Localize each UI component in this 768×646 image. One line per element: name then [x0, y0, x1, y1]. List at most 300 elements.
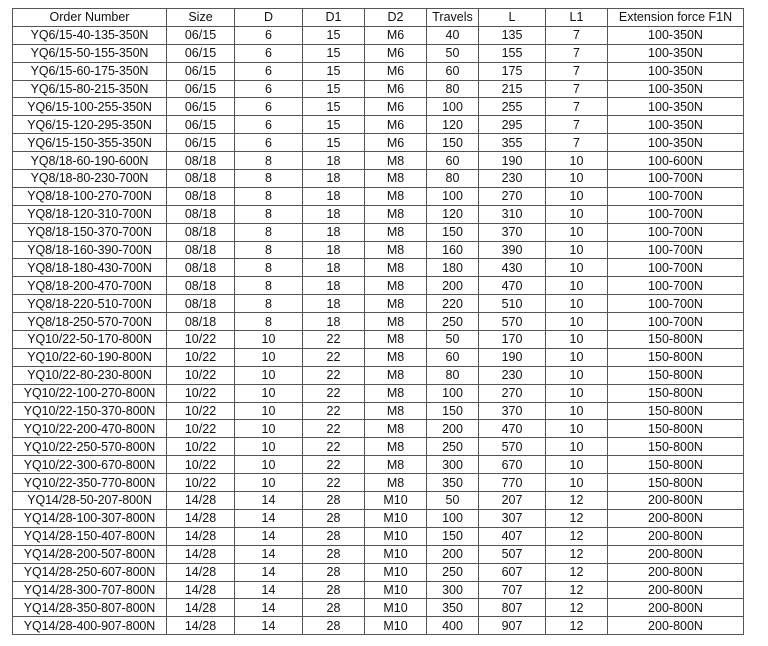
cell-d1: 22	[303, 331, 365, 349]
cell-l: 707	[479, 581, 546, 599]
cell-travels: 250	[427, 563, 479, 581]
cell-l: 270	[479, 187, 546, 205]
cell-order-number: YQ8/18-120-310-700N	[13, 205, 167, 223]
table-row	[13, 170, 744, 188]
table-row	[13, 402, 744, 420]
cell-order-number: YQ10/22-200-470-800N	[13, 420, 167, 438]
cell-order-number: YQ10/22-50-170-800N	[13, 331, 167, 349]
cell-d1: 18	[303, 241, 365, 259]
cell-travels: 350	[427, 599, 479, 617]
cell-d: 6	[235, 44, 303, 62]
cell-l1: 7	[546, 80, 608, 98]
cell-l: 670	[479, 456, 546, 474]
cell-l1: 7	[546, 62, 608, 80]
cell-d: 14	[235, 545, 303, 563]
cell-l: 430	[479, 259, 546, 277]
table-row	[13, 187, 744, 205]
cell-d2: M10	[365, 527, 427, 545]
cell-order-number: YQ6/15-50-155-350N	[13, 44, 167, 62]
table-row	[13, 205, 744, 223]
cell-extension-force: 150-800N	[608, 456, 744, 474]
cell-travels: 150	[427, 527, 479, 545]
cell-l1: 10	[546, 420, 608, 438]
cell-extension-force: 150-800N	[608, 402, 744, 420]
header-row	[13, 9, 744, 27]
table-row	[13, 474, 744, 492]
cell-d: 10	[235, 348, 303, 366]
cell-order-number: YQ14/28-350-807-800N	[13, 599, 167, 617]
cell-order-number: YQ14/28-200-507-800N	[13, 545, 167, 563]
cell-size: 10/22	[167, 456, 235, 474]
cell-size: 08/18	[167, 223, 235, 241]
cell-d2: M6	[365, 44, 427, 62]
cell-travels: 250	[427, 438, 479, 456]
cell-d1: 22	[303, 348, 365, 366]
column-header-order-number: Order Number	[13, 9, 167, 27]
cell-size: 14/28	[167, 545, 235, 563]
cell-d: 8	[235, 295, 303, 313]
cell-l1: 7	[546, 44, 608, 62]
cell-d1: 28	[303, 617, 365, 635]
cell-size: 06/15	[167, 44, 235, 62]
cell-l: 470	[479, 277, 546, 295]
cell-extension-force: 100-700N	[608, 295, 744, 313]
cell-l: 470	[479, 420, 546, 438]
cell-d: 14	[235, 581, 303, 599]
cell-d: 14	[235, 563, 303, 581]
cell-extension-force: 150-800N	[608, 474, 744, 492]
table-row	[13, 366, 744, 384]
cell-d1: 18	[303, 152, 365, 170]
cell-d1: 28	[303, 527, 365, 545]
cell-d: 6	[235, 98, 303, 116]
cell-d2: M8	[365, 384, 427, 402]
cell-extension-force: 100-350N	[608, 116, 744, 134]
cell-l1: 10	[546, 205, 608, 223]
cell-d1: 28	[303, 492, 365, 510]
table-row	[13, 331, 744, 349]
cell-l1: 12	[546, 581, 608, 599]
cell-d1: 18	[303, 259, 365, 277]
cell-extension-force: 100-700N	[608, 241, 744, 259]
cell-d2: M10	[365, 581, 427, 599]
cell-d: 8	[235, 313, 303, 331]
cell-d2: M8	[365, 366, 427, 384]
spec-table	[12, 8, 744, 635]
cell-l: 510	[479, 295, 546, 313]
cell-order-number: YQ6/15-60-175-350N	[13, 62, 167, 80]
cell-extension-force: 100-350N	[608, 62, 744, 80]
cell-l: 407	[479, 527, 546, 545]
cell-size: 06/15	[167, 62, 235, 80]
cell-extension-force: 100-700N	[608, 205, 744, 223]
cell-extension-force: 100-700N	[608, 277, 744, 295]
cell-l: 207	[479, 492, 546, 510]
cell-d1: 28	[303, 509, 365, 527]
cell-d1: 18	[303, 223, 365, 241]
cell-l1: 10	[546, 277, 608, 295]
cell-travels: 100	[427, 509, 479, 527]
cell-l: 215	[479, 80, 546, 98]
cell-l: 770	[479, 474, 546, 492]
table-header	[13, 9, 744, 27]
cell-size: 10/22	[167, 366, 235, 384]
cell-size: 08/18	[167, 152, 235, 170]
column-header-d2: D2	[365, 9, 427, 27]
cell-l1: 10	[546, 456, 608, 474]
cell-order-number: YQ10/22-60-190-800N	[13, 348, 167, 366]
table-body	[13, 26, 744, 634]
cell-d1: 28	[303, 545, 365, 563]
cell-extension-force: 200-800N	[608, 545, 744, 563]
cell-size: 10/22	[167, 438, 235, 456]
cell-l: 190	[479, 348, 546, 366]
table-row	[13, 545, 744, 563]
cell-d: 8	[235, 152, 303, 170]
cell-d1: 28	[303, 563, 365, 581]
cell-d2: M8	[365, 313, 427, 331]
cell-d2: M10	[365, 599, 427, 617]
cell-size: 08/18	[167, 277, 235, 295]
cell-d2: M8	[365, 170, 427, 188]
cell-extension-force: 200-800N	[608, 509, 744, 527]
cell-d2: M8	[365, 152, 427, 170]
cell-d2: M8	[365, 438, 427, 456]
table-row	[13, 98, 744, 116]
cell-travels: 150	[427, 134, 479, 152]
cell-d: 8	[235, 187, 303, 205]
cell-d2: M6	[365, 134, 427, 152]
cell-l: 907	[479, 617, 546, 635]
cell-travels: 150	[427, 402, 479, 420]
cell-order-number: YQ10/22-150-370-800N	[13, 402, 167, 420]
cell-order-number: YQ8/18-100-270-700N	[13, 187, 167, 205]
cell-d1: 18	[303, 277, 365, 295]
cell-size: 14/28	[167, 563, 235, 581]
cell-d1: 15	[303, 116, 365, 134]
cell-travels: 100	[427, 384, 479, 402]
column-header-l: L	[479, 9, 546, 27]
table-row	[13, 152, 744, 170]
cell-size: 10/22	[167, 420, 235, 438]
cell-d2: M10	[365, 545, 427, 563]
table-row	[13, 527, 744, 545]
cell-d1: 22	[303, 420, 365, 438]
cell-d1: 28	[303, 581, 365, 599]
cell-travels: 40	[427, 26, 479, 44]
cell-l: 570	[479, 313, 546, 331]
cell-travels: 60	[427, 62, 479, 80]
cell-l1: 7	[546, 26, 608, 44]
cell-extension-force: 100-700N	[608, 259, 744, 277]
cell-d: 6	[235, 26, 303, 44]
cell-size: 14/28	[167, 617, 235, 635]
table-row	[13, 116, 744, 134]
cell-size: 10/22	[167, 331, 235, 349]
cell-l: 255	[479, 98, 546, 116]
cell-size: 08/18	[167, 313, 235, 331]
cell-d: 8	[235, 277, 303, 295]
cell-d1: 15	[303, 134, 365, 152]
cell-d: 10	[235, 420, 303, 438]
cell-travels: 60	[427, 152, 479, 170]
cell-d1: 22	[303, 456, 365, 474]
cell-travels: 220	[427, 295, 479, 313]
cell-order-number: YQ10/22-300-670-800N	[13, 456, 167, 474]
cell-d2: M8	[365, 277, 427, 295]
cell-d1: 15	[303, 80, 365, 98]
cell-d2: M10	[365, 563, 427, 581]
cell-l: 570	[479, 438, 546, 456]
cell-extension-force: 100-350N	[608, 44, 744, 62]
cell-order-number: YQ14/28-400-907-800N	[13, 617, 167, 635]
cell-d: 14	[235, 617, 303, 635]
cell-order-number: YQ8/18-180-430-700N	[13, 259, 167, 277]
cell-d: 10	[235, 331, 303, 349]
cell-size: 08/18	[167, 205, 235, 223]
cell-size: 08/18	[167, 241, 235, 259]
cell-extension-force: 150-800N	[608, 331, 744, 349]
cell-order-number: YQ8/18-160-390-700N	[13, 241, 167, 259]
cell-l1: 7	[546, 116, 608, 134]
cell-l1: 10	[546, 384, 608, 402]
cell-l: 270	[479, 384, 546, 402]
cell-extension-force: 100-700N	[608, 223, 744, 241]
cell-size: 14/28	[167, 527, 235, 545]
cell-l1: 12	[546, 509, 608, 527]
cell-d2: M8	[365, 474, 427, 492]
table-row	[13, 563, 744, 581]
cell-l1: 10	[546, 187, 608, 205]
cell-d: 8	[235, 259, 303, 277]
cell-l1: 10	[546, 313, 608, 331]
cell-order-number: YQ8/18-80-230-700N	[13, 170, 167, 188]
cell-travels: 200	[427, 420, 479, 438]
cell-d: 6	[235, 116, 303, 134]
column-header-d: D	[235, 9, 303, 27]
cell-travels: 200	[427, 277, 479, 295]
cell-order-number: YQ10/22-80-230-800N	[13, 366, 167, 384]
cell-travels: 80	[427, 366, 479, 384]
cell-l: 170	[479, 331, 546, 349]
cell-extension-force: 100-700N	[608, 313, 744, 331]
cell-order-number: YQ6/15-150-355-350N	[13, 134, 167, 152]
cell-order-number: YQ8/18-150-370-700N	[13, 223, 167, 241]
cell-d2: M8	[365, 205, 427, 223]
cell-d: 6	[235, 134, 303, 152]
cell-d: 10	[235, 456, 303, 474]
table-row	[13, 44, 744, 62]
cell-d1: 18	[303, 205, 365, 223]
cell-d1: 18	[303, 170, 365, 188]
cell-extension-force: 100-700N	[608, 170, 744, 188]
cell-travels: 60	[427, 348, 479, 366]
cell-d1: 15	[303, 62, 365, 80]
cell-travels: 80	[427, 80, 479, 98]
cell-extension-force: 150-800N	[608, 384, 744, 402]
cell-order-number: YQ10/22-250-570-800N	[13, 438, 167, 456]
cell-d2: M6	[365, 98, 427, 116]
cell-size: 06/15	[167, 116, 235, 134]
cell-extension-force: 100-600N	[608, 152, 744, 170]
cell-d2: M8	[365, 456, 427, 474]
cell-travels: 300	[427, 581, 479, 599]
cell-order-number: YQ8/18-250-570-700N	[13, 313, 167, 331]
cell-order-number: YQ6/15-80-215-350N	[13, 80, 167, 98]
cell-size: 08/18	[167, 259, 235, 277]
column-header-travels: Travels	[427, 9, 479, 27]
cell-extension-force: 200-800N	[608, 617, 744, 635]
cell-order-number: YQ14/28-300-707-800N	[13, 581, 167, 599]
cell-d: 14	[235, 527, 303, 545]
cell-d1: 22	[303, 474, 365, 492]
cell-d: 10	[235, 474, 303, 492]
table-row	[13, 348, 744, 366]
cell-order-number: YQ6/15-120-295-350N	[13, 116, 167, 134]
cell-d1: 28	[303, 599, 365, 617]
cell-travels: 300	[427, 456, 479, 474]
cell-size: 10/22	[167, 348, 235, 366]
cell-travels: 200	[427, 545, 479, 563]
cell-size: 08/18	[167, 170, 235, 188]
table-row	[13, 223, 744, 241]
cell-l: 310	[479, 205, 546, 223]
cell-size: 06/15	[167, 98, 235, 116]
column-header-l1: L1	[546, 9, 608, 27]
cell-extension-force: 100-350N	[608, 98, 744, 116]
cell-order-number: YQ6/15-40-135-350N	[13, 26, 167, 44]
cell-travels: 400	[427, 617, 479, 635]
cell-d: 6	[235, 80, 303, 98]
table-row	[13, 617, 744, 635]
cell-extension-force: 100-350N	[608, 80, 744, 98]
cell-d2: M8	[365, 187, 427, 205]
table-row	[13, 509, 744, 527]
cell-d: 10	[235, 384, 303, 402]
cell-d: 14	[235, 492, 303, 510]
cell-d2: M10	[365, 492, 427, 510]
cell-order-number: YQ14/28-100-307-800N	[13, 509, 167, 527]
cell-l: 807	[479, 599, 546, 617]
cell-order-number: YQ10/22-100-270-800N	[13, 384, 167, 402]
table-row	[13, 277, 744, 295]
cell-l: 307	[479, 509, 546, 527]
cell-size: 14/28	[167, 492, 235, 510]
cell-d: 10	[235, 402, 303, 420]
cell-d2: M6	[365, 62, 427, 80]
cell-d1: 15	[303, 98, 365, 116]
cell-l1: 10	[546, 152, 608, 170]
table-row	[13, 420, 744, 438]
cell-l: 135	[479, 26, 546, 44]
cell-size: 10/22	[167, 474, 235, 492]
cell-d: 10	[235, 366, 303, 384]
table-row	[13, 259, 744, 277]
table-row	[13, 241, 744, 259]
cell-l1: 12	[546, 617, 608, 635]
cell-extension-force: 100-350N	[608, 134, 744, 152]
cell-d: 8	[235, 241, 303, 259]
table-row	[13, 384, 744, 402]
cell-order-number: YQ8/18-60-190-600N	[13, 152, 167, 170]
table-row	[13, 80, 744, 98]
cell-l1: 10	[546, 259, 608, 277]
cell-d1: 18	[303, 295, 365, 313]
cell-l: 370	[479, 223, 546, 241]
cell-travels: 50	[427, 331, 479, 349]
cell-d2: M8	[365, 241, 427, 259]
cell-l1: 10	[546, 241, 608, 259]
cell-travels: 100	[427, 98, 479, 116]
cell-l1: 10	[546, 438, 608, 456]
cell-d1: 18	[303, 313, 365, 331]
cell-d2: M8	[365, 348, 427, 366]
cell-order-number: YQ8/18-200-470-700N	[13, 277, 167, 295]
column-header-extension-force: Extension force F1N	[608, 9, 744, 27]
cell-l: 230	[479, 170, 546, 188]
cell-extension-force: 100-700N	[608, 187, 744, 205]
cell-order-number: YQ10/22-350-770-800N	[13, 474, 167, 492]
cell-extension-force: 150-800N	[608, 366, 744, 384]
cell-extension-force: 150-800N	[608, 348, 744, 366]
cell-l: 390	[479, 241, 546, 259]
cell-d2: M6	[365, 116, 427, 134]
table-row	[13, 438, 744, 456]
cell-l1: 12	[546, 545, 608, 563]
cell-extension-force: 200-800N	[608, 527, 744, 545]
cell-d: 8	[235, 205, 303, 223]
cell-l: 230	[479, 366, 546, 384]
cell-d1: 22	[303, 438, 365, 456]
cell-d2: M8	[365, 295, 427, 313]
cell-d2: M6	[365, 26, 427, 44]
cell-travels: 120	[427, 116, 479, 134]
table-row	[13, 492, 744, 510]
cell-l: 175	[479, 62, 546, 80]
cell-order-number: YQ14/28-150-407-800N	[13, 527, 167, 545]
cell-d1: 22	[303, 366, 365, 384]
cell-l1: 12	[546, 527, 608, 545]
cell-extension-force: 150-800N	[608, 438, 744, 456]
cell-travels: 120	[427, 205, 479, 223]
cell-size: 08/18	[167, 187, 235, 205]
cell-l1: 10	[546, 366, 608, 384]
cell-l1: 10	[546, 402, 608, 420]
cell-d2: M8	[365, 331, 427, 349]
cell-l: 607	[479, 563, 546, 581]
cell-d2: M8	[365, 259, 427, 277]
column-header-size: Size	[167, 9, 235, 27]
cell-l1: 7	[546, 134, 608, 152]
cell-d2: M8	[365, 223, 427, 241]
cell-d: 10	[235, 438, 303, 456]
cell-size: 14/28	[167, 599, 235, 617]
cell-d1: 15	[303, 44, 365, 62]
cell-size: 10/22	[167, 384, 235, 402]
cell-size: 06/15	[167, 26, 235, 44]
table-row	[13, 581, 744, 599]
cell-size: 14/28	[167, 509, 235, 527]
cell-l: 507	[479, 545, 546, 563]
cell-l1: 10	[546, 170, 608, 188]
cell-l1: 12	[546, 492, 608, 510]
table-row	[13, 62, 744, 80]
cell-travels: 50	[427, 44, 479, 62]
cell-l: 355	[479, 134, 546, 152]
cell-l1: 12	[546, 563, 608, 581]
cell-l1: 10	[546, 295, 608, 313]
cell-d1: 22	[303, 384, 365, 402]
